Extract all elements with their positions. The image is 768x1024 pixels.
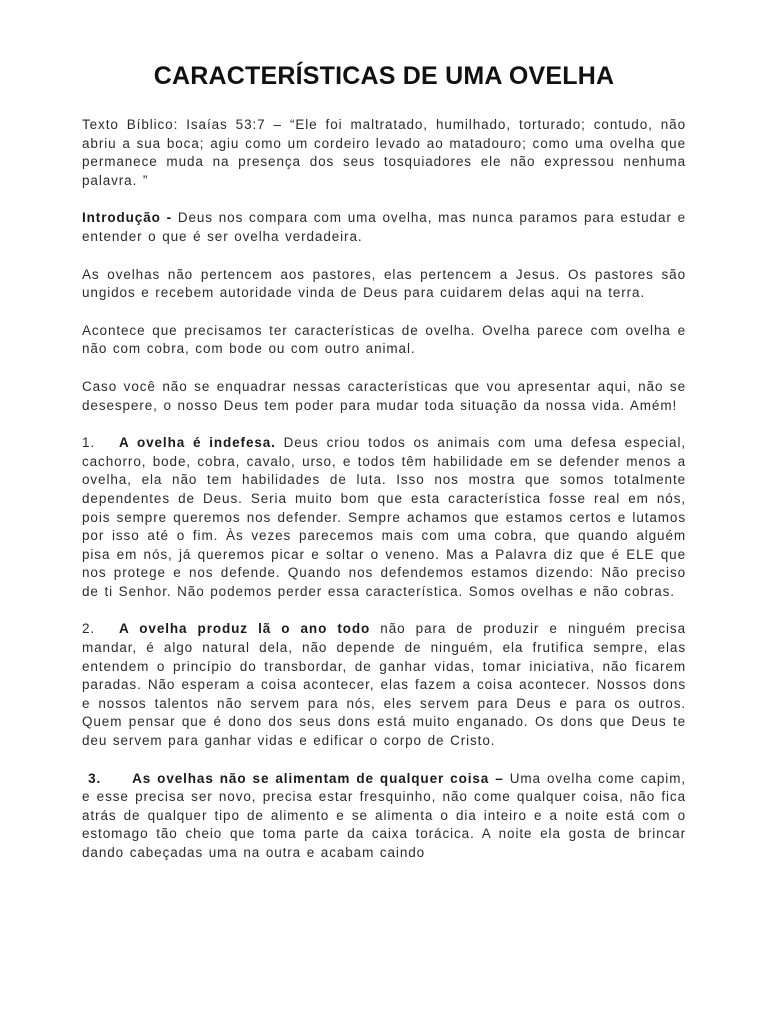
list-item-number: 3. (88, 770, 102, 786)
document-page (82, 58, 686, 882)
bible-text-paragraph: Texto Bíblico: Isaías 53:7 – “Ele foi maltratado, humilhado, torturado; contudo, não abriu a sua boca; agiu como um cordeiro levado ao matadouro; como uma ovelha que permanece muda na presença dos seus tosquiadores ele não expressou nenhuma palavra. ” (82, 117, 686, 188)
list-item-heading: A ovelha produz lã o ano todo (119, 621, 371, 637)
list-item-number: 1. (82, 435, 96, 451)
list-item-text: não para de produzir e ninguém precisa mandar, é algo natural dela, não depende de ninguém, ela frutifica sempre, elas entendem o princípio do transbordar, de ganhar vidas, tomar iniciativa, não ficarem paradas. Não esperam a coisa acontecer, elas fazem a coisa acontecer. Nossos dons e nossos talentos não servem para nós, eles servem para Deus e para os outros. Quem pensar que é dono dos seus dons está muito enganado. Os dons que Deus te deu servem para ganhar vidas e edificar o corpo de Cristo. (82, 621, 686, 749)
introduction-paragraph (82, 209, 686, 246)
introduction-text: Deus nos compara com uma ovelha, mas nunca paramos para estudar e entender o que é ser ovelha verdadeira. (82, 210, 686, 244)
characteristics-paragraph: Acontece que precisamos ter características de ovelha. Ovelha parece com ovelha e não com cobra, com bode ou com outro animal. (82, 322, 686, 357)
list-item (82, 620, 686, 750)
list-item-number: 2. (82, 621, 96, 637)
list-item-text: Uma ovelha come capim, e esse precisa ser novo, precisa estar fresquinho, não come qualquer coisa, não fica atrás de qualquer tipo de alimento e se alimenta o dia inteiro e a noite está com o estomago tão cheio que toma parte da caixa torácica. A noite ela gosta de brincar dando cabeçadas uma na outra e acabam caindo (82, 770, 687, 860)
list-item-heading: A ovelha é indefesa. (119, 435, 276, 451)
list-item-text: Deus criou todos os animais com uma defesa especial, cachorro, bode, cobra, cavalo, urso, e todos têm habilidade em se defender menos a ovelha, ela não tem habilidades de luta. Isso nos mostra que somos totalmente dependentes de Deus. Seria muito bom que esta característica fosse real em nós, pois sempre queremos nos defender. Sempre achamos que estamos certos e lutamos por isso até o fim. Às vezes parecemos mais com uma cobra, que quando alguém pisa em nós, já queremos picar e soltar o veneno. Mas a Palavra diz que é ELE que nos protege e nos defende. Quando nos defendemos estamos dizendo: Não preciso de ti Senhor. Não podemos perder essa característica. Somos ovelhas e não cobras. (82, 435, 686, 599)
list-item (82, 770, 686, 863)
introduction-label: Introdução - (82, 210, 172, 226)
list-item-heading: As ovelhas não se alimentam de qualquer coisa – (132, 770, 504, 786)
encouragement-paragraph: Caso você não se enquadrar nessas características que vou apresentar aqui, não se desespere, o nosso Deus tem poder para mudar toda situação da nossa vida. Amém! (82, 378, 686, 413)
list-item (82, 434, 686, 601)
document-title: CARACTERÍSTICAS DE UMA OVELHA (153, 62, 615, 90)
pastors-paragraph: As ovelhas não pertencem aos pastores, elas pertencem a Jesus. Os pastores são ungidos e recebem autoridade vinda de Deus para cuidarem delas aqui na terra. (82, 266, 686, 301)
